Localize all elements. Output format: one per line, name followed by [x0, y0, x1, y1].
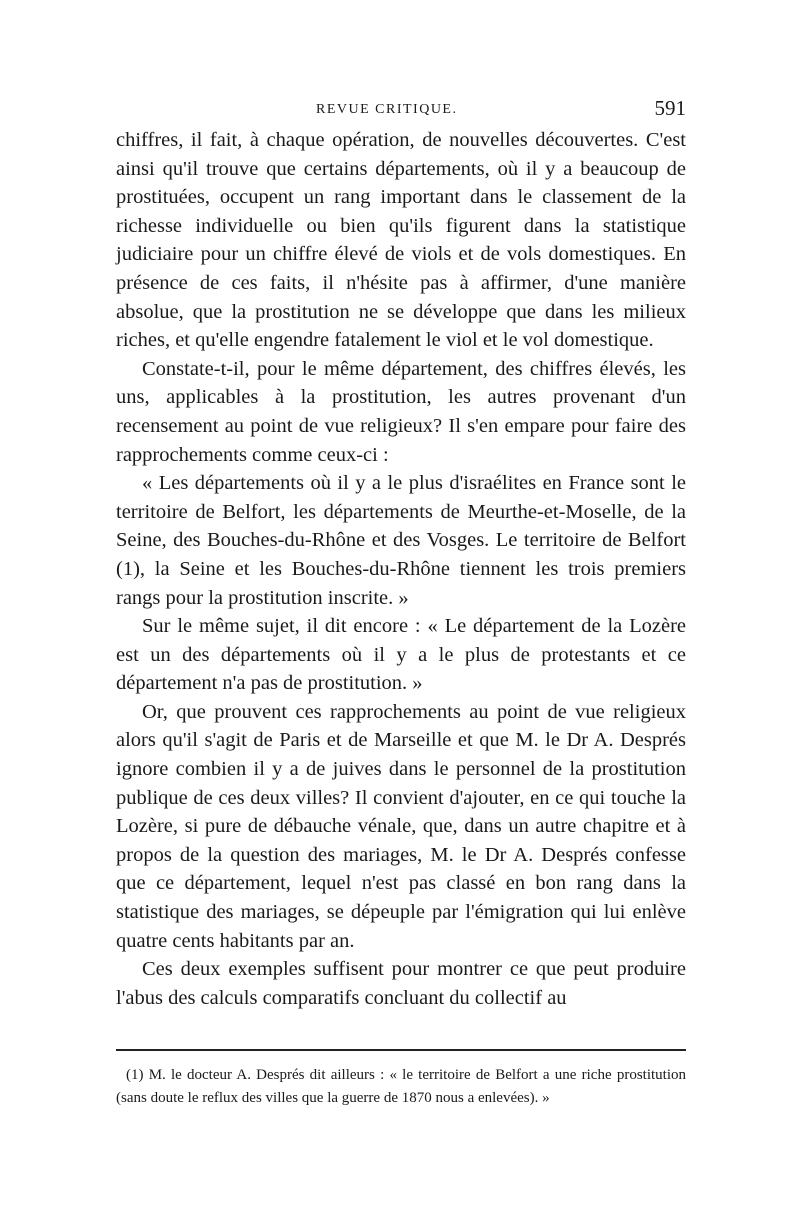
paragraph: Constate-t-il, pour le même département, des chiffres élevés, les uns, applicables à la prostitution, les autres provenant d'un recensement au point de vue religieux? Il s'en empare pour faire des rapprochements comme ceux-ci : [116, 357, 686, 466]
paragraph: Ces deux exemples suffisent pour montrer ce que peut produire l'abus des calculs comparatifs concluant du collectif au [116, 958, 686, 1009]
paragraph: Sur le même sujet, il dit encore : « Le département de la Lozère est un des départements où il y a le plus de protestants et ce département n'a pas de prostitution. » [116, 615, 686, 695]
footnote [116, 1064, 686, 1109]
body-text [116, 126, 686, 1012]
page-number: 591 [654, 96, 686, 120]
paragraph: Or, que prouvent ces rapprochements au point de vue religieux alors qu'il s'agit de Paris et de Marseille et que M. le Dr A. Després ignore combien il y a de juives dans le personnel de la prostitution publique de ces deux villes? Il convient d'ajouter, en ce qui touche la Lozère, si pure de débauche vénale, que, dans un autre chapitre et à propos de la question des mariages, M. le Dr A. Després confesse que ce département, lequel n'est pas classé en bon rang dans la statistique des mariages, se dépeuple par l'émigration qui lui enlève quatre cents habitants par an. [116, 700, 686, 952]
paragraph: chiffres, il fait, à chaque opération, de nouvelles découvertes. C'est ainsi qu'il trouve que certains départements, où il y a beaucoup de prostituées, occupent un rang important dans le classement de la richesse individuelle ou bien qu'ils figurent dans la statistique judiciaire pour un chiffre élevé de viols et de vols domestiques. En présence de ces faits, il n'hésite pas à affirmer, d'une manière absolue, que la prostitution ne se développe que dans les milieux riches, et qu'elle engendre fatalement le viol et le vol domestique. [116, 129, 686, 352]
quotation-paragraph: « Les départements où il y a le plus d'israélites en France sont le territoire de Belfort, les départements de Meurthe-et-Moselle, de la Seine, des Bouches-du-Rhône et des Vosges. Le territoire de Belfort (1), la Seine et les Bouches-du-Rhône tiennent les trois premiers rangs pour la prostitution inscrite. » [116, 472, 686, 609]
footnote-divider [116, 1049, 686, 1051]
page-header [116, 96, 686, 122]
footnote-text: (1) M. le docteur A. Després dit ailleurs : « le territoire de Belfort a une riche prostitution (sans doute le reflux des villes que la guerre de 1870 nous a enlevées). » [116, 1067, 686, 1106]
running-title: REVUE CRITIQUE. [316, 102, 458, 117]
